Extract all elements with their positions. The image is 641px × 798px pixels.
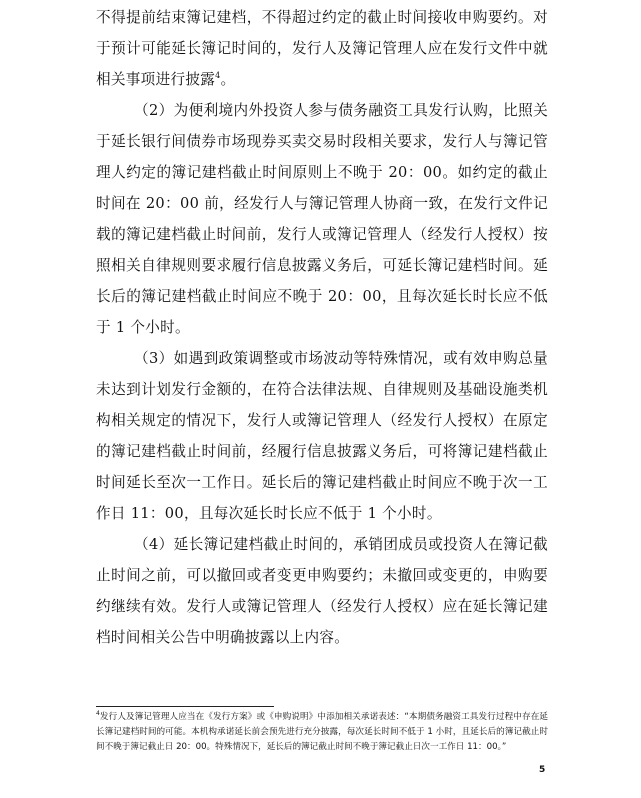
footnote-text: 发行人及簿记管理人应当在《发行方案》或《申购说明》中添加相关承诺表述：“本期债务融资工具发行过程中存在延长簿记建档时间的可能。本机构承诺延长前会预先进行充分披露，每次延长时间不低于 1 小时，且延长后的簿记截止时间不晚于簿记截止日 20：00。特殊情况下，延长后的簿记截止时间不晚于簿记截止日次一工作日 11：00。” [96, 712, 548, 752]
paragraph-continuation-text: 不得提前结束簿记建档，不得超过约定的截止时间接收申购要约。对于预计可能延长簿记时间的，发行人及簿记管理人应在发行文件中就相关事项进行披露 [96, 9, 548, 88]
paragraph-item-2: （2）为便利境内外投资人参与债务融资工具发行认购，比照关于延长银行间债券市场现券买卖交易时段相关要求，发行人与簿记管理人约定的簿记建档截止时间原则上不晚于 20：00。如约定的截止时间在 20：00 前，经发行人与簿记管理人协商一致，在发行文件记载的簿记建档截止时间前，发行人或簿记管理人（经发行人授权）按照相关自律规则要求履行信息披露义务后，可延长簿记建档时间。延长后的簿记建档截止时间应不晚于 20：00，且每次延长时长应不低于 1 个小时。 [96, 102, 548, 336]
footnote [96, 710, 548, 755]
page-number: 5 [539, 765, 546, 775]
paragraph-item-4: （4）延长簿记建档截止时间的，承销团成员或投资人在簿记截止时间之前，可以撤回或者变更申购要约；未撤回或变更的，申购要约继续有效。发行人或簿记管理人（经发行人授权）应在延长簿记建档时间相关公告中明确披露以上内容。 [96, 536, 548, 646]
footnote-reference: 4 [215, 71, 221, 81]
paragraph-continuation-end: 。 [220, 71, 236, 88]
paragraph-continuation [96, 2, 548, 95]
main-body-text [96, 2, 548, 653]
footnote-divider [96, 706, 274, 707]
paragraph-item-3: （3）如遇到政策调整或市场波动等特殊情况，或有效申购总量未达到计划发行金额的，在符合法律法规、自律规则及基础设施类机构相关规定的情况下，发行人或簿记管理人（经发行人授权）在原定的簿记建档截止时间前，经履行信息披露义务后，可将簿记建档截止时间延长至次一工作日。延长后的簿记建档截止时间应不晚于次一工作日 11：00，且每次延长时长应不低于 1 个小时。 [96, 350, 548, 522]
footnote-marker: 4 [96, 710, 100, 718]
